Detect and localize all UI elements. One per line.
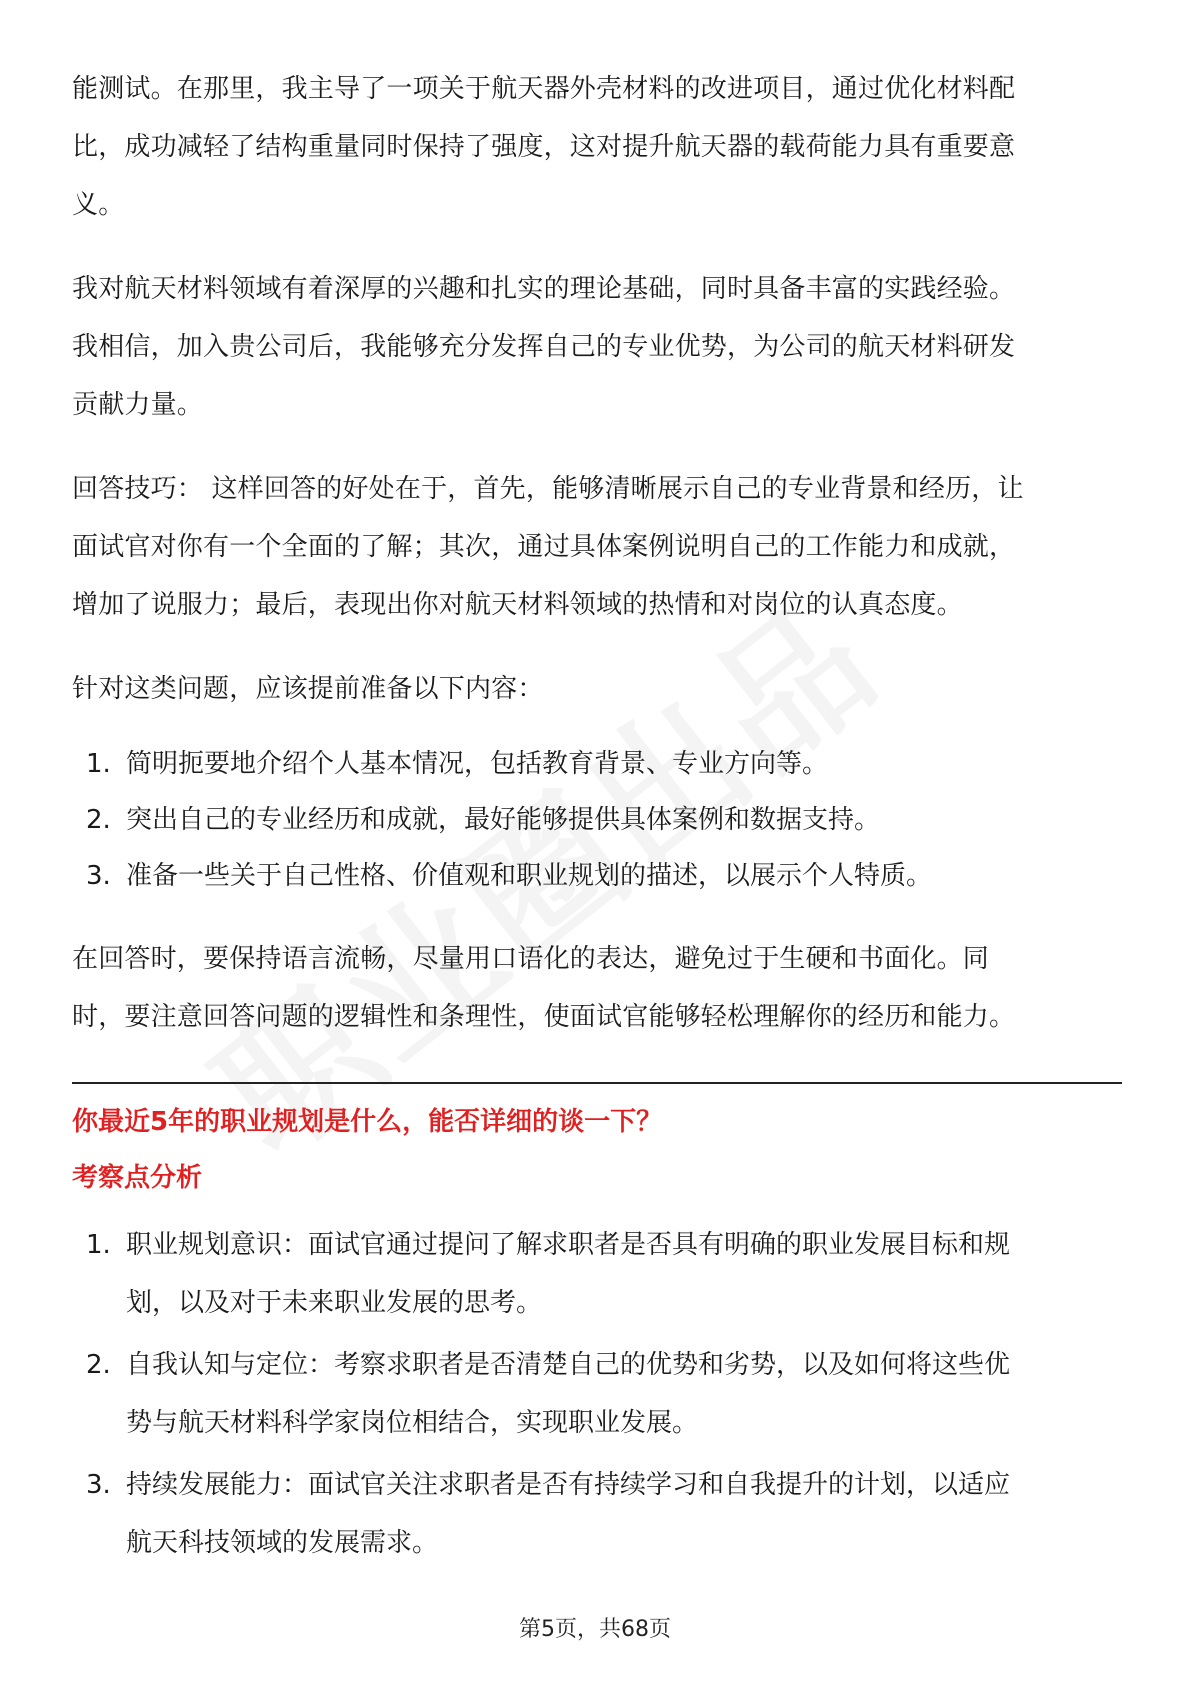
list-text: 自我认知与定位：考察求职者是否清楚自己的优势和劣势，以及如何将这些优: [126, 1350, 1011, 1380]
text-line: 时，要注意回答问题的逻辑性和条理性，使面试官能够轻松理解你的经历和能力。: [72, 1002, 1016, 1032]
text-line: 回答技巧： 这样回答的好处在于，首先，能够清晰展示自己的专业背景和经历，让: [72, 474, 1024, 504]
list-item: [72, 848, 1122, 904]
tips-paragraph: [72, 460, 1122, 634]
list-number: 2.: [86, 805, 111, 835]
list-number: 1.: [86, 1230, 111, 1260]
text-line: 义。: [72, 190, 125, 220]
list-text: 划，以及对于未来职业发展的思考。: [126, 1288, 543, 1318]
list-text: 航天科技领域的发展需求。: [126, 1528, 439, 1558]
text-line: 面试官对你有一个全面的了解；其次，通过具体案例说明自己的工作能力和成就，: [72, 532, 1016, 562]
list-item: [72, 1216, 1122, 1332]
intro-paragraph: [72, 60, 1122, 234]
text-line: 贡献力量。: [72, 390, 204, 420]
list-text: 简明扼要地介绍个人基本情况，包括教育背景、专业方向等。: [126, 749, 829, 779]
text-line: 在回答时，要保持语言流畅，尽量用口语化的表达，避免过于生硬和书面化。同: [72, 944, 990, 974]
list-text: 突出自己的专业经历和成就，最好能够提供具体案例和数据支持。: [126, 805, 881, 835]
closing-paragraph: [72, 930, 1122, 1046]
list-item: [72, 792, 1122, 848]
list-text: 职业规划意识：面试官通过提问了解求职者是否具有明确的职业发展目标和规: [126, 1230, 1011, 1260]
interest-paragraph: [72, 260, 1122, 434]
prep-list: [72, 736, 1122, 904]
list-text: 势与航天材料科学家岗位相结合，实现职业发展。: [126, 1408, 699, 1438]
question-subtitle: 考察点分析: [72, 1163, 203, 1193]
text-line: 比，成功减轻了结构重量同时保持了强度，这对提升航天器的载荷能力具有重要意: [72, 132, 1016, 162]
page-footer: 第5页，共68页: [519, 1617, 671, 1642]
text-line: 我相信，加入贵公司后，我能够充分发挥自己的专业优势，为公司的航天材料研发: [72, 332, 1016, 362]
prep-intro: 针对这类问题，应该提前准备以下内容：: [72, 674, 544, 704]
section-divider: [72, 1082, 1122, 1084]
list-text: 准备一些关于自己性格、价值观和职业规划的描述，以展示个人特质。: [126, 861, 933, 891]
list-number: 1.: [86, 749, 111, 779]
list-item: [72, 736, 1122, 792]
list-text: 持续发展能力：面试官关注求职者是否有持续学习和自我提升的计划，以适应: [126, 1470, 1011, 1500]
list-number: 2.: [86, 1350, 111, 1380]
list-item: [72, 1456, 1122, 1572]
list-item: [72, 1336, 1122, 1452]
text-line: 我对航天材料领域有着深厚的兴趣和扎实的理论基础，同时具备丰富的实践经验。: [72, 274, 1016, 304]
page-content: [72, 60, 1122, 1576]
text-line: 增加了说服力；最后，表现出你对航天材料领域的热情和对岗位的认真态度。: [72, 590, 963, 620]
list-number: 3.: [86, 861, 111, 891]
question-title: 你最近5年的职业规划是什么，能否详细的谈一下？: [72, 1107, 663, 1137]
text-line: 能测试。在那里，我主导了一项关于航天器外壳材料的改进项目，通过优化材料配: [72, 74, 1016, 104]
analysis-list: [72, 1216, 1122, 1572]
list-number: 3.: [86, 1470, 111, 1500]
